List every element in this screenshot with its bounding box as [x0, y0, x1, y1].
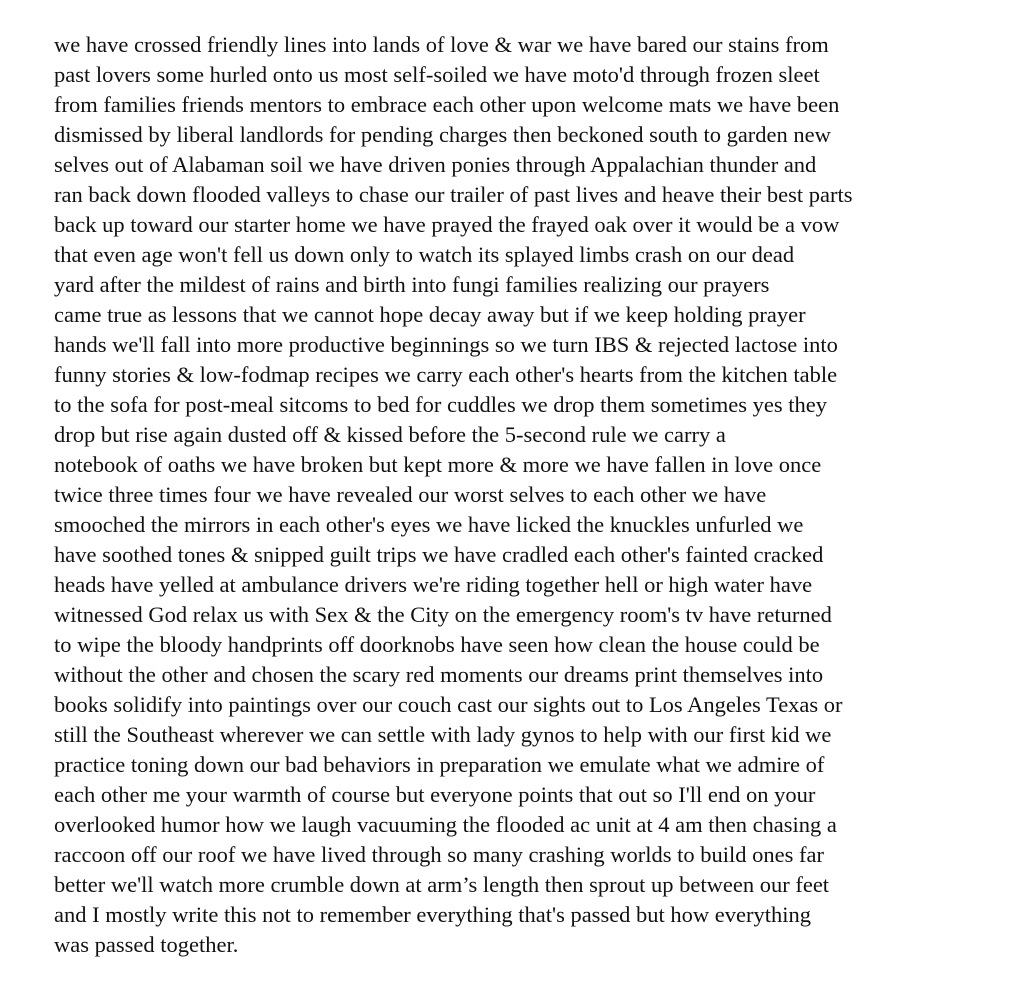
poem-line: raccoon off our roof we have lived through so many crashing worlds to build ones far [54, 842, 825, 867]
poem-line: was passed together. [54, 932, 239, 957]
poem-line: heads have yelled at ambulance drivers we're riding together hell or high water have [54, 572, 813, 597]
poem-line: dismissed by liberal landlords for pending charges then beckoned south to garden new [54, 122, 831, 147]
poem-line: twice three times four we have revealed our worst selves to each other we have [54, 482, 767, 507]
poem-line: drop but rise again dusted off & kissed before the 5-second rule we carry a [54, 422, 726, 447]
poem-line: yard after the mildest of rains and birth into fungi families realizing our prayers [54, 272, 770, 297]
poem-line: books solidify into paintings over our couch cast our sights out to Los Angeles Texas or [54, 692, 843, 717]
poem-line: better we'll watch more crumble down at arm’s length then sprout up between our feet [54, 872, 830, 897]
poem-line: came true as lessons that we cannot hope decay away but if we keep holding prayer [54, 302, 806, 327]
poem-line: smooched the mirrors in each other's eyes we have licked the knuckles unfurled we [54, 512, 804, 537]
poem-line: overlooked humor how we laugh vacuuming the flooded ac unit at 4 am then chasing a [54, 812, 837, 837]
poem-line: we have crossed friendly lines into lands of love & war we have bared our stains from [54, 32, 829, 57]
poem-line: past lovers some hurled onto us most self-soiled we have moto'd through frozen sleet [54, 62, 820, 87]
poem-line: funny stories & low-fodmap recipes we carry each other's hearts from the kitchen table [54, 362, 838, 387]
poem-line: ran back down flooded valleys to chase our trailer of past lives and heave their best parts [54, 182, 853, 207]
poem-line: to the sofa for post-meal sitcoms to bed for cuddles we drop them sometimes yes they [54, 392, 827, 417]
poem-line: selves out of Alabaman soil we have driven ponies through Appalachian thunder and [54, 152, 817, 177]
poem-line: practice toning down our bad behaviors in preparation we emulate what we admire of [54, 752, 825, 777]
poem-line: each other me your warmth of course but everyone points that out so I'll end on your [54, 782, 816, 807]
poem-line: from families friends mentors to embrace each other upon welcome mats we have been [54, 92, 840, 117]
poem-line: and I mostly write this not to remember everything that's passed but how everything [54, 902, 812, 927]
poem-line: back up toward our starter home we have prayed the frayed oak over it would be a vow [54, 212, 840, 237]
poem-line: without the other and chosen the scary red moments our dreams print themselves into [54, 662, 824, 687]
poem-line: that even age won't fell us down only to watch its splayed limbs crash on our dead [54, 242, 795, 267]
poem-line: to wipe the bloody handprints off doorknobs have seen how clean the house could be [54, 632, 820, 657]
poem-line: notebook of oaths we have broken but kept more & more we have fallen in love once [54, 452, 822, 477]
poem-line: hands we'll fall into more productive beginnings so we turn IBS & rejected lactose into [54, 332, 838, 357]
poem-text [54, 30, 1014, 960]
poem-line: have soothed tones & snipped guilt trips we have cradled each other's fainted cracked [54, 542, 824, 567]
poem-line: still the Southeast wherever we can settle with lady gynos to help with our first kid we [54, 722, 832, 747]
poem-line: witnessed God relax us with Sex & the City on the emergency room's tv have returned [54, 602, 832, 627]
